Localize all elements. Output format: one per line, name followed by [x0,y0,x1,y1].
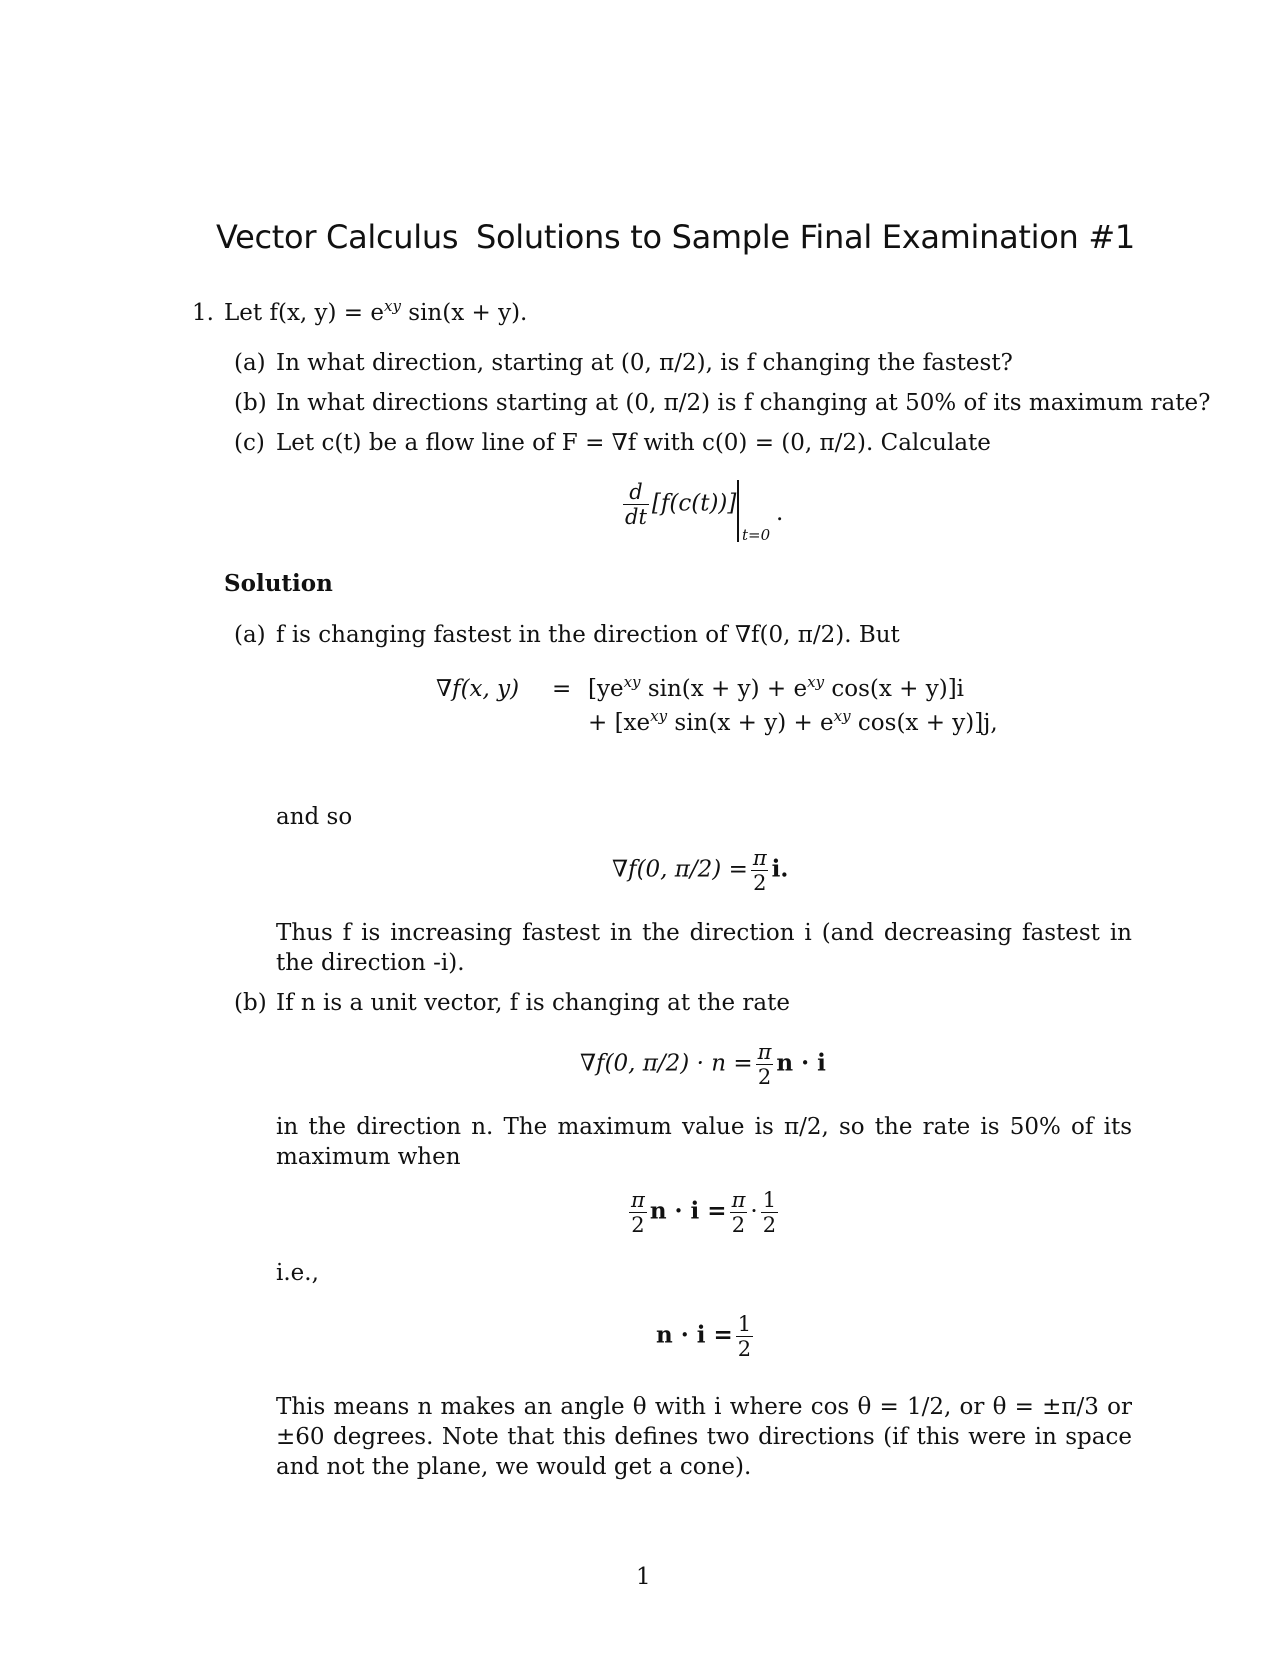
eq2-two: 2 [762,1213,777,1237]
rate-equation [580,1040,826,1089]
gradient-at-point [612,846,788,895]
eq2-n-dot-i: n · i = [649,1197,727,1225]
gradient-equals: = [552,676,572,702]
part-b-label: (b) [234,390,267,416]
evaluation-point: t=0 [742,526,771,544]
eq2-one-half [761,1188,778,1237]
problem-statement-prefix: Let [224,300,263,326]
solution-b-intro: If n is a unit vector, f is changing at the rate [276,990,790,1016]
part-c-label: (c) [234,430,265,456]
solution-a-intro: f is changing fastest in the direction of ∇f(0, π/2). But [276,622,900,648]
gradient-at-point-lhs: ∇f(0, π/2) = [612,856,748,883]
d-numerator: d [629,480,643,504]
gradient-lhs: ∇f(x, y) [436,676,520,702]
d-dt-fraction [623,480,649,529]
eq3-one: 1 [737,1312,752,1336]
half-rate-equation [626,1188,781,1237]
eq2-dot: · [750,1198,758,1225]
evaluation-bar [737,480,739,542]
solution-heading: Solution [224,570,333,597]
problem-statement [224,298,527,328]
and-so-text: and so [276,804,353,830]
eq2-pi-left: π [631,1188,645,1212]
problem-number: 1. [192,300,214,326]
rate-two: 2 [757,1065,772,1089]
eq2-pi-right: π [731,1188,746,1212]
rate-lhs: ∇f(0, π/2) · n = [580,1050,753,1077]
solution-a-conclusion: Thus f is increasing fastest in the direction i (and decreasing fastest in the direction -i). [276,920,1132,976]
rate-pi: π [757,1040,772,1064]
eq2-two-right: 2 [731,1213,746,1237]
derivative-dot: . [776,500,784,526]
solution-b-label: (b) [234,990,267,1016]
eq3-lhs: n · i = [656,1321,733,1349]
eq2-pi-over-2-left [629,1188,647,1237]
pi-over-2-fraction [751,846,769,895]
gradient-line-2: + [$xe^{xy}$ $\sin(x + y) + e^{xy}$ cos(x + y)]j, [588,707,998,736]
part-a-label: (a) [234,350,266,376]
eq2-one: 1 [762,1188,777,1212]
pi-numerator: π [752,846,767,870]
gradient-at-point-rhs: i. [771,855,789,883]
derivative-expression [620,480,736,529]
course-title: Vector Calculus [216,218,459,256]
derivative-body: [f(c(t))] [651,490,737,517]
part-b-text: In what directions starting at (0, π/2) is f changing at 50% of its maximum rate? [276,390,1211,416]
part-a-text: In what direction, starting at (0, π/2), is f changing the fastest? [276,350,1013,376]
direction-text: in the direction n. The maximum value is π/2, so the rate is 50% of its maximum when [276,1114,1132,1170]
rate-rhs: n · i [776,1049,826,1077]
part-c-text: Let c(t) be a flow line of F = ∇f with c(0) = (0, π/2). Calculate [276,430,991,456]
eq2-pi-over-2-right [730,1188,748,1237]
page-number: 1 [636,1564,651,1590]
eq2-two-left: 2 [631,1213,645,1237]
ie-text: i.e., [276,1260,319,1286]
problem-function: f(x, $y) = e^{xy}$ sin(x + y). [269,297,528,326]
eq3-two: 2 [737,1337,752,1361]
eq3-one-half [736,1312,753,1361]
rate-pi-over-2 [756,1040,774,1089]
gradient-line-1: [$ye^{xy}$ $\sin(x + y) + e^{xy}$ cos(x + y)]i [588,673,965,702]
dt-denominator: dt [625,505,647,529]
two-denominator: 2 [753,871,767,895]
document-title: Solutions to Sample Final Examination #1 [476,218,1135,256]
final-paragraph: This means n makes an angle θ with i where cos θ = 1/2, or θ = ±π/3 or ±60 degrees. Note that this defines two directions (if this were in space and not the plane, we would get a cone). [276,1394,1132,1480]
solution-a-label: (a) [234,622,266,648]
n-dot-i-equation [656,1312,756,1361]
